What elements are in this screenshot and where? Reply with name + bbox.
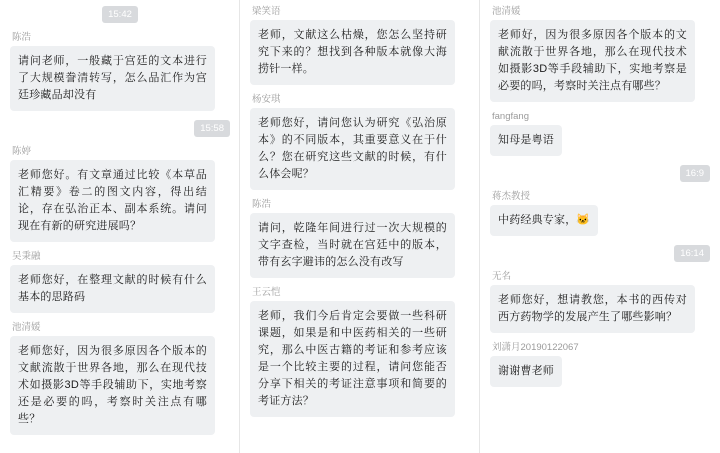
timestamp-row bbox=[490, 165, 710, 182]
message-sender-name: 陈浩 bbox=[12, 32, 32, 43]
message-bubble[interactable]: 老师，文献这么枯燥，您怎么坚持研究下来的？想找到各种版本就像大海捞针一样。 bbox=[250, 20, 455, 85]
message-bubble[interactable]: 老师好，因为很多原因各个版本的文献流散于世界各地，那么在现代技术如摄影3D等手段辅助下，实地考察是必要的吗，考察时关注点有哪些？ bbox=[490, 20, 695, 102]
message-sender-name: fangfang bbox=[492, 111, 529, 122]
timestamp-row bbox=[490, 245, 710, 262]
chat-message bbox=[490, 342, 710, 387]
chat-message bbox=[250, 287, 470, 417]
chat-message bbox=[490, 191, 710, 236]
timestamp-badge: 16:14 bbox=[674, 245, 710, 262]
chat-message bbox=[490, 111, 710, 156]
chat-message bbox=[10, 322, 230, 435]
timestamp-badge: 15:58 bbox=[194, 120, 230, 137]
message-sender-name: 陈浩 bbox=[252, 199, 272, 210]
message-sender-name: 陈婷 bbox=[12, 146, 32, 157]
message-sender-name: 刘潇月20190122067 bbox=[492, 342, 579, 353]
message-bubble[interactable]: 老师您好，在整理文献的时候有什么基本的思路码 bbox=[10, 265, 215, 313]
chat-message bbox=[250, 94, 470, 190]
message-sender-name: 蒋杰教授 bbox=[492, 191, 531, 202]
message-bubble[interactable]: 老师您好，想请教您，本书的西传对西方药物学的发展产生了哪些影响？ bbox=[490, 285, 695, 333]
message-sender-name: 吴秉融 bbox=[12, 251, 41, 262]
message-bubble[interactable]: 中药经典专家，🐱 bbox=[490, 205, 598, 236]
message-sender-name: 池清媛 bbox=[12, 322, 41, 333]
message-sender-name: 梁笑语 bbox=[252, 6, 281, 17]
message-sender-name: 王云恺 bbox=[252, 287, 281, 298]
chat-message bbox=[10, 32, 230, 111]
chat-column-right bbox=[480, 0, 720, 453]
chat-column-middle bbox=[240, 0, 480, 453]
message-sender-name: 无名 bbox=[492, 271, 512, 282]
timestamp-badge: 15:42 bbox=[102, 6, 138, 23]
message-bubble[interactable]: 老师，我们今后肯定会要做一些科研课题，如果是和中医药相关的一些研究，那么中医古籍的考证和参考应该是一个比较主要的过程，请问您能否分享下相关的考证注意事项和简要的考证方法？ bbox=[250, 301, 455, 417]
timestamp-row bbox=[10, 120, 230, 137]
message-bubble[interactable]: 老师您好。有文章通过比较《本草品汇精要》卷二的图文内容，得出结论，存在弘治正本、副本系统。请问现在有新的研究进展吗？ bbox=[10, 160, 215, 242]
message-bubble[interactable]: 请问，乾隆年间进行过一次大规模的文字查检，当时就在宫廷中的版本，带有玄字避讳的怎么没有改写 bbox=[250, 213, 455, 278]
message-bubble[interactable]: 请问老师，一般藏于宫廷的文本进行了大规模誊清转写，怎么品汇作为宫廷珍藏品却没有 bbox=[10, 46, 215, 111]
chat-column-left bbox=[0, 0, 240, 453]
chat-message bbox=[490, 6, 710, 102]
chat-message bbox=[10, 251, 230, 313]
timestamp-row bbox=[10, 6, 230, 23]
message-sender-name: 杨安琪 bbox=[252, 94, 281, 105]
message-bubble[interactable]: 老师您好，因为很多原因各个版本的文献流散于世界各地，那么在现代技术如摄影3D等手段辅助下，实地考察还是必要的吗，考察时关注点有哪些？ bbox=[10, 336, 215, 435]
chat-message bbox=[490, 271, 710, 333]
message-bubble[interactable]: 知母是粤语 bbox=[490, 125, 562, 156]
message-bubble[interactable]: 谢谢曹老师 bbox=[490, 356, 562, 387]
chat-message bbox=[250, 199, 470, 278]
chat-message bbox=[250, 6, 470, 85]
message-sender-name: 池清媛 bbox=[492, 6, 521, 17]
timestamp-badge: 16:9 bbox=[680, 165, 711, 182]
chat-message bbox=[10, 146, 230, 242]
message-bubble[interactable]: 老师您好，请问您认为研究《弘治原本》的不同版本，其重要意义在于什么？您在研究这些文献的时候，有什么体会呢？ bbox=[250, 108, 455, 190]
